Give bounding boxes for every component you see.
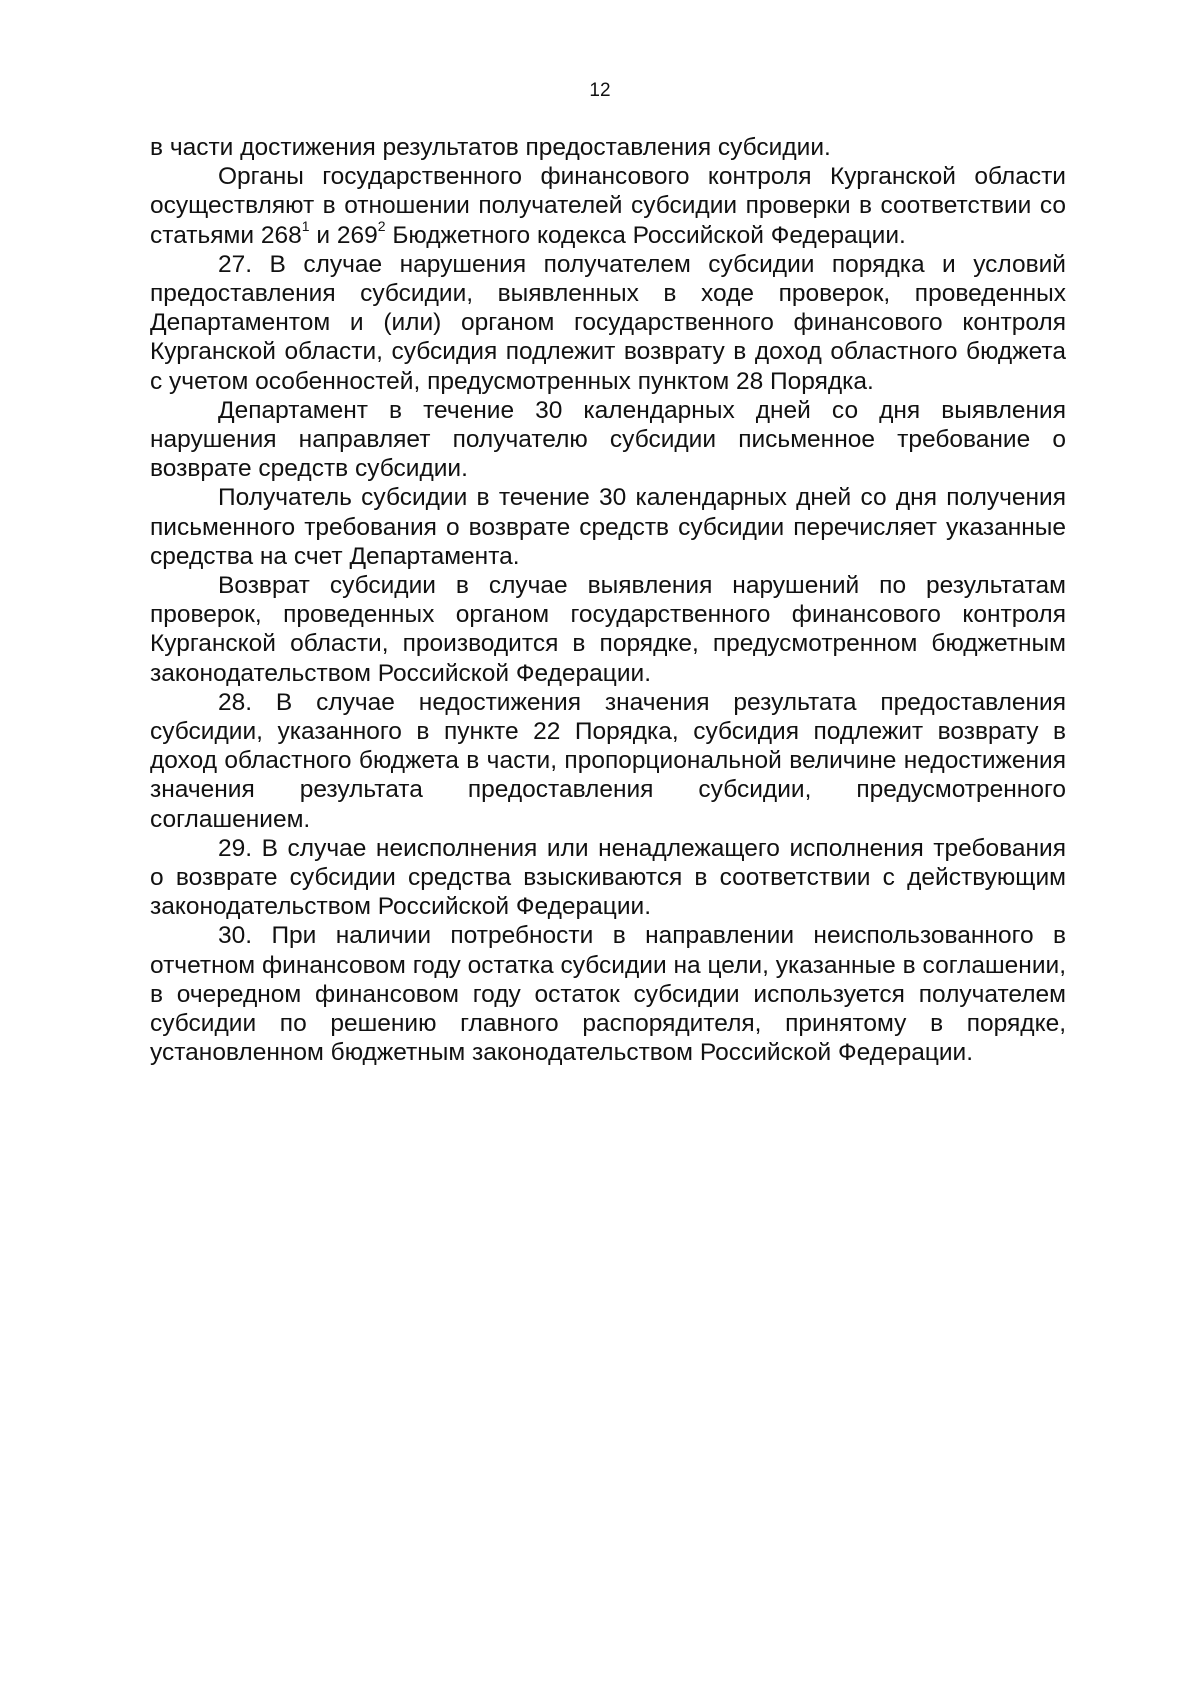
article-superscript: 2 <box>377 218 386 235</box>
paragraph-clause-27: 27. В случае нарушения получателем субсидии порядка и условий предоставления субсидии, выявленных в ходе проверок, проведенных Департаментом и (или) органом государственного финансового контроля Курганской области, субсидия подлежит возврату в доход областного бюджета с учетом особенностей, предусмотренных пунктом 28 Порядка. <box>150 250 1066 395</box>
paragraph-audit-bodies <box>150 162 1066 250</box>
paragraph-clause-28: 28. В случае недостижения значения результата предоставления субсидии, указанного в пункте 22 Порядка, субсидия подлежит возврату в доход областного бюджета в части, пропорциональной величине недостижения значения результата предоставления субсидии, предусмотренного соглашением. <box>150 688 1066 833</box>
paragraph-text: Органы государственного финансового контроля Курганской области осуществляют в отношении получателей субсидии проверки в соответствии со статьями 268 <box>150 163 1066 249</box>
page-number: 12 <box>589 80 611 101</box>
paragraph-text: Бюджетного кодекса Российской Федерации. <box>385 221 906 249</box>
paragraph-return-procedure: Возврат субсидии в случае выявления нарушений по результатам проверок, проведенных органом государственного финансового контроля Курганской области, производится в порядке, предусмотренном бюджетным законодательством Российской Федерации. <box>150 572 1066 687</box>
paragraph-recipient-transfer: Получатель субсидии в течение 30 календарных дней со дня получения письменного требования о возврате средств субсидии перечисляет указанные средства на счет Департамента. <box>150 484 1066 570</box>
paragraph-continuation: в части достижения результатов предоставления субсидии. <box>150 134 831 161</box>
paragraph-department-request: Департамент в течение 30 календарных дней со дня выявления нарушения направляет получателю субсидии письменное требование о возврате средств субсидии. <box>150 396 1066 483</box>
paragraph-text: и 269 <box>309 221 378 249</box>
document-body <box>150 133 1066 1068</box>
paragraph-clause-30: 30. При наличии потребности в направлении неиспользованного в отчетном финансовом году остатка субсидии на цели, указанные в соглашении, в очередном финансовом году остаток субсидии используется получателем субсидии по решению главного распорядителя, принятому в порядке, установленном бюджетным законодательством Российской Федерации. <box>150 922 1066 1067</box>
article-superscript: 1 <box>301 218 310 235</box>
paragraph-clause-29: 29. В случае неисполнения или ненадлежащего исполнения требования о возврате субсидии средства взыскиваются в соответствии с действующим законодательством Российской Федерации. <box>150 834 1066 921</box>
